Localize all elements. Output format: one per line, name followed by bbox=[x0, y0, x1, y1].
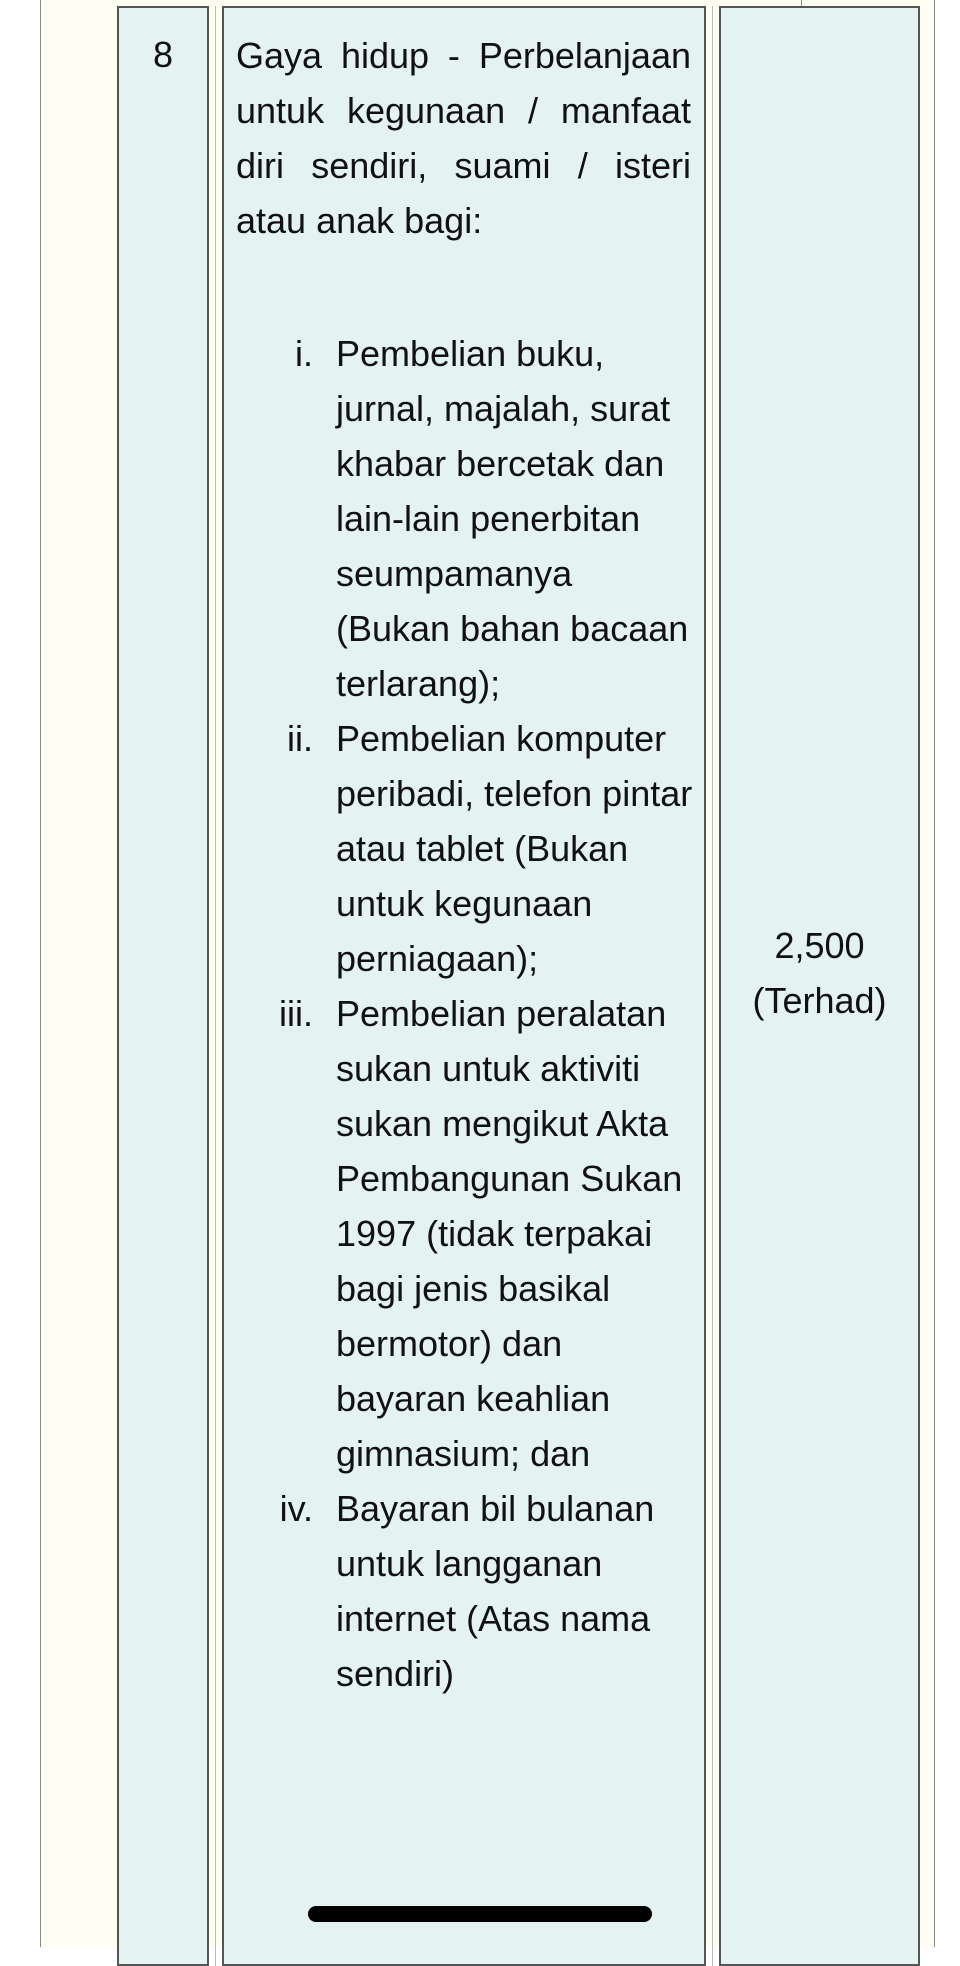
row-number: 8 bbox=[152, 34, 174, 75]
description-text: Gaya hidup - Perbelanjaan untuk kegunaan / manfaat diri sendiri, suami / isteri atau anak bagi: bbox=[236, 35, 691, 241]
list-marker: ii. bbox=[287, 718, 313, 759]
item-list bbox=[236, 326, 696, 1701]
list-item-text: Pembelian peralatan sukan untuk aktiviti sukan mengikut Akta Pembangunan Sukan 1997 (tidak terpakai bagi jenis basikal bermotor) dan bayaran keahlian gimnasium; dan bbox=[336, 993, 683, 1474]
list-item bbox=[236, 986, 696, 1481]
amount-cell bbox=[719, 6, 920, 1966]
amount-note: (Terhad) bbox=[752, 980, 887, 1021]
description-cell bbox=[222, 6, 706, 1966]
home-indicator[interactable] bbox=[308, 1906, 652, 1922]
column-divider bbox=[712, 6, 713, 1966]
list-item-text: Pembelian komputer peribadi, telefon pintar atau tablet (Bukan untuk kegunaan perniagaan); bbox=[336, 718, 693, 979]
list-marker: i. bbox=[295, 333, 313, 374]
row-number-cell bbox=[117, 6, 209, 1966]
list-item-text: Pembelian buku, jurnal, majalah, surat khabar bercetak dan lain-lain penerbitan seumpamanya (Bukan bahan bacaan terlarang); bbox=[336, 333, 689, 704]
list-item bbox=[236, 711, 696, 986]
list-item bbox=[236, 326, 696, 711]
column-divider bbox=[215, 6, 216, 1966]
amount-value: 2,500 bbox=[774, 925, 865, 966]
list-item-text: Bayaran bil bulanan untuk langganan internet (Atas nama sendiri) bbox=[336, 1488, 655, 1694]
relief-table-row bbox=[117, 6, 920, 1966]
list-item bbox=[236, 1481, 696, 1701]
list-marker: iii. bbox=[279, 993, 313, 1034]
amount-limit bbox=[721, 918, 918, 1028]
list-marker: iv. bbox=[279, 1488, 313, 1529]
